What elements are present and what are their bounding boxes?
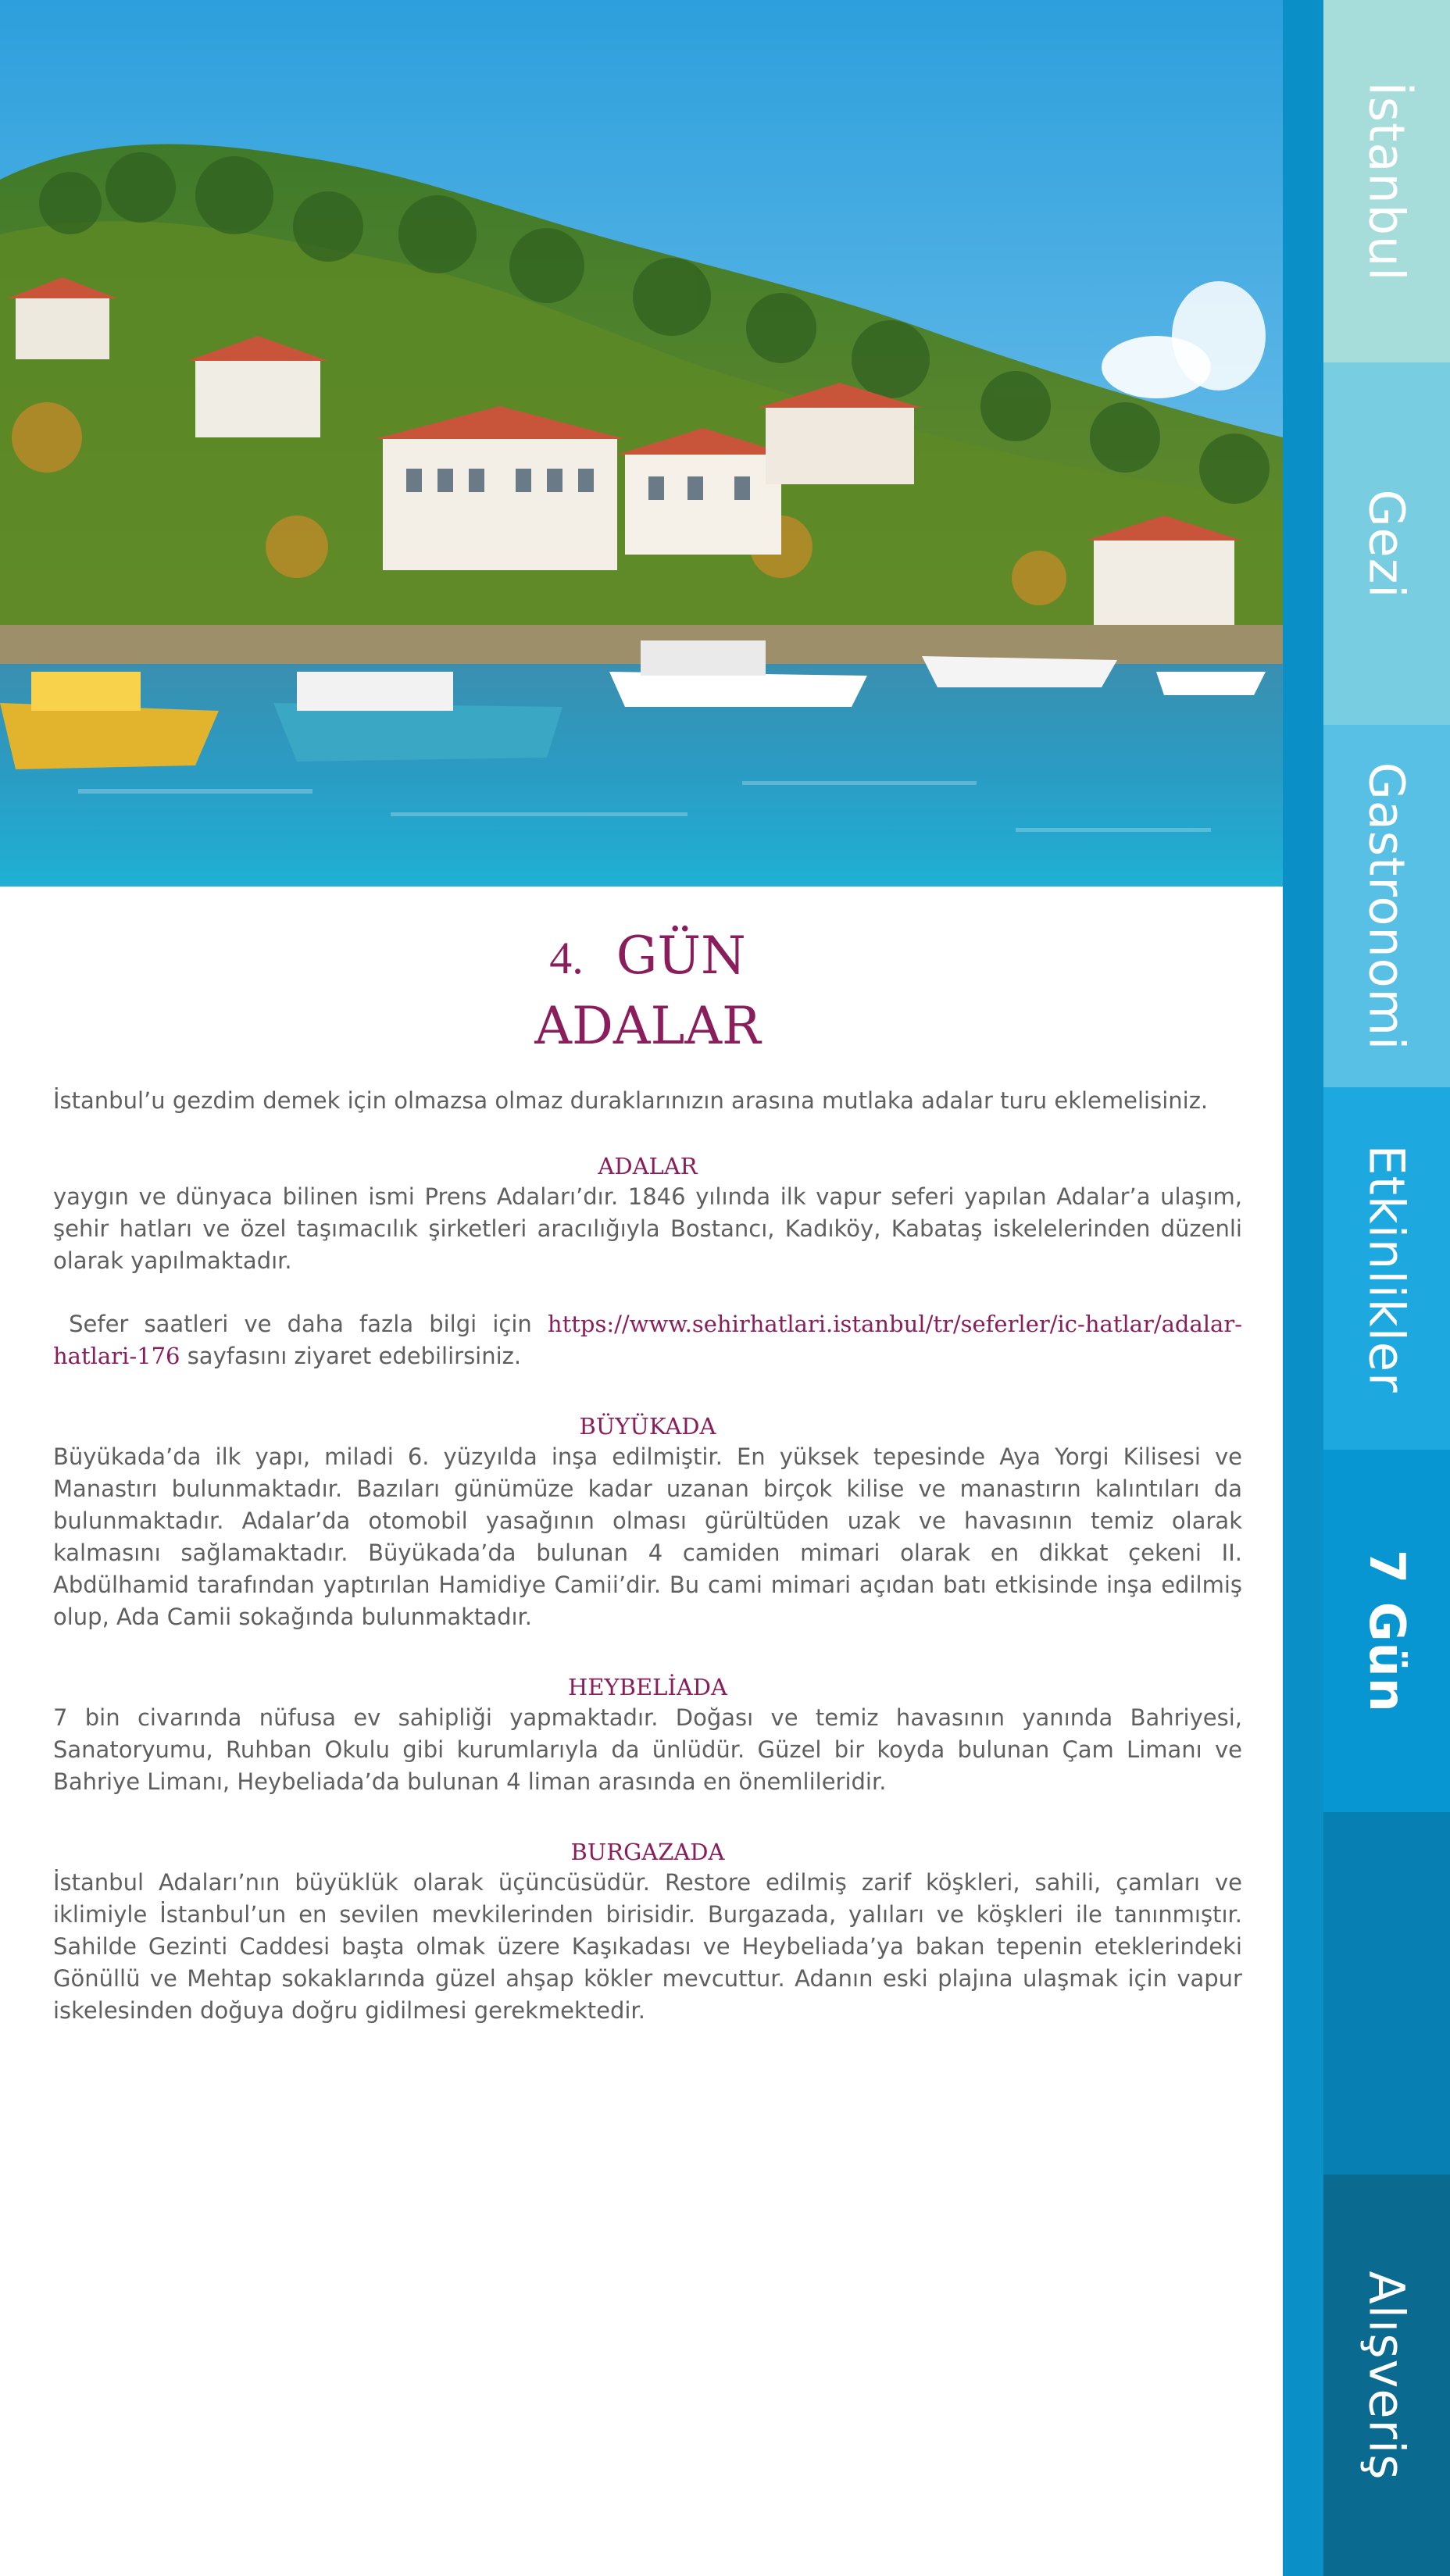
section-title-heybeliada: HEYBELİADA bbox=[568, 1674, 727, 1700]
tab-etkinlikler[interactable] bbox=[1323, 1087, 1450, 1450]
tab-7-gun-label: 7 Gün bbox=[1358, 1549, 1416, 1713]
page-title: ADALAR bbox=[534, 996, 761, 1056]
tab-alisveris[interactable] bbox=[1323, 2175, 1450, 2576]
side-strip bbox=[1283, 0, 1323, 2576]
hero-photo-island-harbor bbox=[0, 0, 1283, 887]
article-content bbox=[53, 887, 1242, 2027]
section-text-adalar: yaygın ve dünyaca bilinen ismi Prens Adaları’dır. 1846 yılında ilk vapur seferi yapılan Adalar’a ulaşım, şehir hatları ve özel taşımacılık şirketleri aracılığıyla Bostancı, Kadıköy, Kabataş iskelelerinden düzenli olarak yapılmaktadır. bbox=[53, 1183, 1242, 1274]
section-title-buyukada: BÜYÜKADA bbox=[579, 1413, 716, 1440]
tab-gezi[interactable] bbox=[1323, 362, 1450, 725]
section-text-heybeliada: 7 bin civarında nüfusa ev sahipliği yapmaktadır. Doğası ve temiz havasının yanında Bahriyesi, Sanatoryumu, Ruhban Okulu gibi kurumlarıyla da ünlüdür. Güzel bir koyda bulunan Çam Limanı ve Bahriye Limanı, Heybeliada’da bulunan 4 liman arasında en önemlileridir. bbox=[53, 1704, 1242, 1795]
tab-gezi-label: Gezi bbox=[1358, 489, 1416, 598]
tab-istanbul[interactable] bbox=[1323, 0, 1450, 362]
tab-gastronomi-label: Gastronomi bbox=[1358, 762, 1416, 1051]
day-number: 4. bbox=[549, 933, 584, 983]
tab-etkinlikler-label: Etkinlikler bbox=[1358, 1144, 1416, 1393]
day-heading bbox=[53, 921, 1242, 991]
intro-paragraph: İstanbul’u gezdim demek için olmazsa olmaz duraklarınızın arasına mutlaka adalar turu eklemelisiniz. bbox=[53, 1087, 1209, 1114]
tab-istanbul-label: İstanbul bbox=[1358, 80, 1416, 282]
tab-7-gun[interactable] bbox=[1323, 1450, 1450, 1812]
section-text-burgazada: İstanbul Adaları’nın büyüklük olarak üçüncüsüdür. Restore edilmiş zarif köşkleri, sahili, çamları ve iklimiyle İstanbul’un en sevilen mevkilerinden birisidir. Burgazada, yalıları ve köşkleri ile tanınmıştır. Sahilde Gezinti Caddesi başta olmak üzere Kaşıkadası ve Heybeliada’ya bakan tepenin eteklerindeki Gönüllü ve Mehtap sokaklarında güzel ahşap kökler mevcuttur. Adanın eski plajına ulaşmak için vapur iskelesinden doğuya doğru gidilmesi gerekmektedir. bbox=[53, 1869, 1242, 2024]
section-title-burgazada: BURGAZADA bbox=[570, 1839, 725, 1865]
harbor-illustration bbox=[0, 0, 1283, 887]
schedule-paragraph bbox=[53, 1308, 1242, 1372]
tab-blank bbox=[1323, 1812, 1450, 2175]
schedule-link[interactable]: https://www.sehirhatlari.istanbul/tr/seferler/ic-hatlar/adalar-hatlari-176 bbox=[53, 1311, 1243, 1369]
section-text-buyukada: Büyükada’da ilk yapı, miladi 6. yüzyılda inşa edilmiştir. En yüksek tepesinde Aya Yorgi Kilisesi ve Manastırı bulunmaktadır. Bazıları günümüze kadar uzanan birçok kilise ve manastırın kalıntıları da bulunmaktadır. Adalar’da otomobil yasağının olması gürültüden uzak ve havasının temiz olarak kalmasını sağlamaktadır. Büyükada’da bulunan 4 camiden mimari olarak en dikkat çekeni II. Abdülhamid tarafından yaptırılan Hamidiye Camii’dir. Bu cami mimari açıdan batı etkisinde inşa edilmiş olup, Ada Camii sokağında bulunmaktadır. bbox=[53, 1443, 1242, 1630]
tab-gastronomi[interactable] bbox=[1323, 725, 1450, 1087]
day-word: GÜN bbox=[616, 926, 746, 986]
schedule-prefix: Sefer saatleri ve daha fazla bilgi için bbox=[69, 1311, 532, 1337]
section-title-adalar: ADALAR bbox=[598, 1153, 698, 1179]
schedule-suffix: sayfasını ziyaret edebilirsiniz. bbox=[187, 1343, 522, 1369]
tab-alisveris-label: Alışveriş bbox=[1358, 2270, 1416, 2481]
